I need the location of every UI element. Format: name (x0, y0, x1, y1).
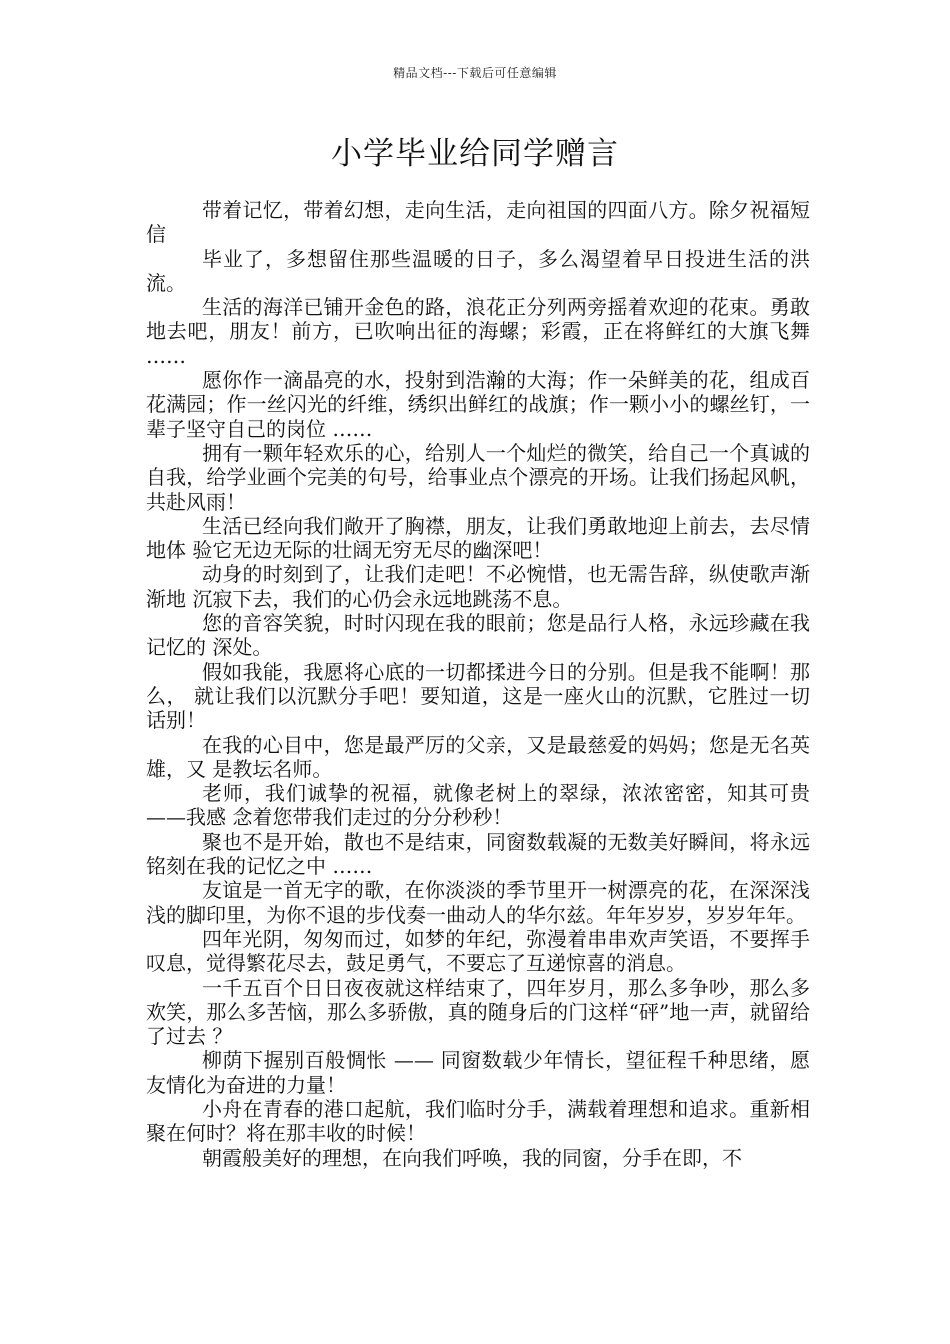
paragraph: 一千五百个日日夜夜就这样结束了，四年岁月，那么多争吵，那么多欢笑，那么多苦恼，那么多骄傲，真的随身后的门这样“砰”地一声，就留给了过去 ？ (146, 975, 810, 1049)
header-note: 精品文档---下载后可任意编辑 (393, 66, 557, 80)
paragraph: 朝霞般美好的理想，在向我们呼唤，我的同窗，分手在即，不 (202, 1145, 742, 1170)
paragraph: 柳荫下握别百般惆怅 —— 同窗数载少年情长，望征程千种思绪，愿友情化为奋进的力量！ (146, 1048, 810, 1097)
paragraph: 生活的海洋已铺开金色的路，浪花正分列两旁摇着欢迎的花束。勇敢地去吧，朋友！前方，已吹响出征的海螺；彩霞，正在将鲜红的大旗飞舞 …… (146, 295, 810, 368)
paragraph: 在我的心目中，您是最严厉的父亲，又是最慈爱的妈妈；您是无名英雄，又 是教坛名师。 (146, 732, 810, 781)
paragraph: 生活已经向我们敞开了胸襟，朋友，让我们勇敢地迎上前去，去尽情地体 验它无边无际的壮阔无穷无尽的幽深吧！ (146, 513, 810, 563)
document-body (146, 198, 810, 1170)
paragraph: 愿你作一滴晶亮的水，投射到浩瀚的大海；作一朵鲜美的花，组成百花满园；作一丝闪光的纤维，绣织出鲜红的战旗；作一颗小小的螺丝钉，一辈子坚守自己的岗位 …… (146, 368, 810, 441)
paragraph: 小舟在青春的港口起航，我们临时分手，满载着理想和追求。重新相聚在何时？将在那丰收的时候！ (146, 1096, 810, 1146)
paragraph: 友谊是一首无字的歌，在你淡淡的季节里开一树漂亮的花，在深深浅浅的脚印里，为你不退的步伐奏一曲动人的华尔兹。年年岁岁，岁岁年年。 (146, 878, 810, 927)
paragraph: 四年光阴，匆匆而过，如梦的年纪，弥漫着串串欢声笑语，不要挥手叹息，觉得繁花尽去，鼓足勇气，不要忘了互递惊喜的消息。 (146, 926, 810, 976)
paragraph: 聚也不是开始，散也不是结束，同窗数载凝的无数美好瞬间，将永远铭刻在我的记忆之中 …… (146, 829, 810, 879)
paragraph: 您的音容笑貌，时时闪现在我的眼前；您是品行人格，永远珍藏在我记忆的 深处。 (146, 611, 810, 660)
paragraph: 假如我能，我愿将心底的一切都揉进今日的分别。但是我不能啊！那么， 就让我们以沉默分手吧！要知道，这是一座火山的沉默，它胜过一切话别！ (146, 659, 810, 733)
paragraph: 毕业了，多想留住那些温暖的日子，多么渴望着早日投进生活的洪流。 (146, 246, 810, 295)
paragraph: 带着记忆，带着幻想，走向生活，走向祖国的四面八方。除夕祝福短信 (146, 198, 810, 247)
document-title: 小学毕业给同学赠言 (331, 136, 619, 172)
paragraph: 动身的时刻到了，让我们走吧！不必惋惜，也无需告辞，纵使歌声渐渐地 沉寂下去，我们的心仍会永远地跳荡不息。 (146, 562, 810, 611)
paragraph: 老师，我们诚挚的祝福，就像老树上的翠绿，浓浓密密，知其可贵——我感 念着您带我们走过的分分秒秒！ (146, 781, 810, 830)
paragraph: 拥有一颗年轻欢乐的心，给别人一个灿烂的微笑，给自己一个真诚的自我，给学业画个完美的句号，给事业点个漂亮的开场。让我们扬起风帆，共赴风雨！ (146, 440, 810, 514)
